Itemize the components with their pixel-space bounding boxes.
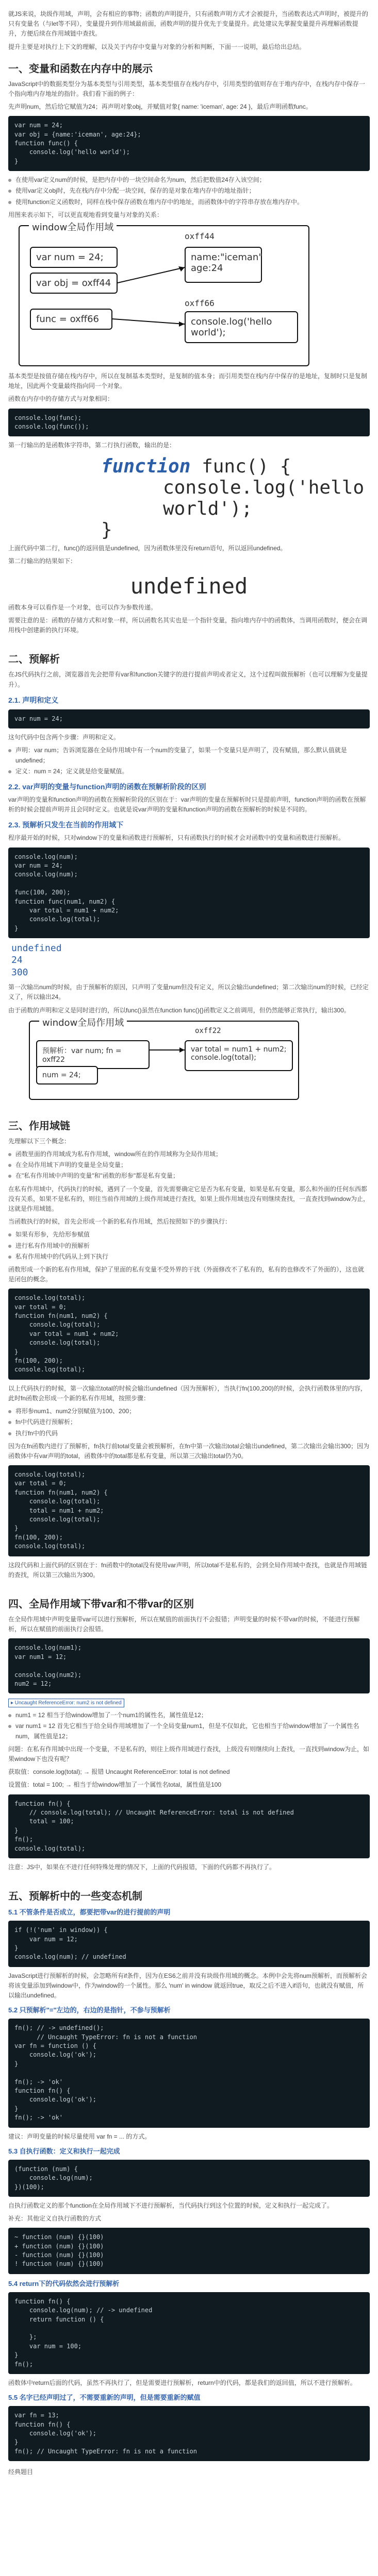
object-age: age:24 bbox=[191, 263, 223, 274]
intro-paragraph: 就JS来说，块级作用域，声明，会有相应的事物；函数的声明提升，只有函数声明方式才会被提升，当函数表达式声明时，被提升的只有变量名（与let等不同），变量提升到作用域最前面，函数声明的提升优先于变量提升。此处建议先掌握变量提升再理解函数提升，方便后续在作用域链中查找。 bbox=[8, 10, 369, 38]
paragraph: 函数在内存中的存储方式与对象相同： bbox=[8, 395, 114, 403]
code-block: var num = 24; bbox=[8, 709, 370, 728]
error-tag: ▸ Uncaught ReferenceError: num2 is not defined bbox=[8, 1699, 124, 1707]
subsection-title: 5.3 自执行函数：定义和执行一起完成 bbox=[8, 2147, 120, 2155]
bullet-list bbox=[8, 1149, 370, 1181]
bullet-icon bbox=[8, 1153, 11, 1156]
bullet-list bbox=[8, 745, 370, 776]
object-name: name:"iceman" bbox=[191, 252, 263, 263]
paragraph: 获取值：console.log(total); → 报错 Uncaught ReferenceError: total is not defined bbox=[8, 1768, 230, 1776]
function-body-box: console.log('hello world'); bbox=[185, 311, 298, 343]
separator bbox=[8, 1875, 370, 1879]
subsection-title: 2.3. 预解析只发生在当前的作用域下 bbox=[8, 821, 124, 829]
bullet-icon bbox=[8, 1410, 11, 1413]
paragraph: 在JS代码执行之前，浏览器首先会把带有var和function关键字的进行提前声明或者定义，这个过程叫做预解析（也可以理解为变量提升）。 bbox=[8, 671, 368, 688]
list-item: 使用var定义obj时，先在栈内存中分配一块空间，保存的是对象在堆内存中的地址指针； bbox=[8, 186, 370, 196]
paragraph: var声明的变量和function声明的函数在预解析阶段的区别在于：var声明的变量在预解析时只是提前声明，function声明的函数在预解析的时候会提前声明并且会同时定义。也就是说var声明的变量和function声明的函数在预解析的时候是不同的。 bbox=[8, 796, 366, 814]
paragraph: 上面代码中第二行，func()的返回值是undefined，因为函数体里没有return语句，所以返回undefined。 bbox=[8, 544, 287, 552]
code-block: var fn = 13; function fn() { console.log('ok'); } fn(); // Uncaught TypeError: fn is not a function bbox=[8, 2406, 370, 2461]
function-name: func() { bbox=[202, 455, 291, 477]
function-body-box: var total = num1 + num2; console.log(total); bbox=[185, 1040, 293, 1071]
paragraph: 补充：其他定义自执行函数的方式 bbox=[8, 2215, 102, 2223]
func-box: func = oxff66 bbox=[30, 309, 112, 330]
subsection-title: 5.4 return下的代码依然会进行预解析 bbox=[8, 2279, 120, 2287]
paragraph: 第二行输出的结果如下： bbox=[8, 557, 77, 565]
section-title: 五、预解析中的一些变态机制 bbox=[8, 1891, 142, 1903]
paragraph: JavaScript中的数据类型分为基本类型与引用类型，基本类型值存在栈内存中，引用类型的值则存在于堆内存中，在栈内存中保存一个指向堆内存地址的指针。我们看下面的例子： bbox=[8, 80, 366, 97]
paragraph: 设置值：total = 100; → 相当于给window增加了一个属性名total，属性值是100 bbox=[8, 1781, 222, 1789]
subsection-title: 2.2. var声明的变量与function声明的函数在预解析阶段的区别 bbox=[8, 783, 206, 791]
list-item: 执行fn中的代码 bbox=[8, 1429, 370, 1438]
bullet-icon bbox=[8, 1432, 11, 1435]
paragraph: JavaScript进行预解析的时候，会忽略所有if条件，因为在ES6之前并没有块级作用域的概念。本例中会先将num预解析，而预解析会将该变量添加到window中，作为window的一个属性。那么 'num' in window 就返回true，取反之后不进入if语句，也就没有赋值，所以输出undefined。 bbox=[8, 1972, 368, 1999]
numbered-list bbox=[8, 1230, 370, 1262]
output-line: 300 bbox=[11, 967, 28, 978]
diagram-title: window全局作用域 bbox=[29, 220, 117, 233]
code-block: if (!('num' in window)) { var num = 12; } console.log(num); // undefined bbox=[8, 1921, 370, 1967]
var-obj-box: var obj = oxff44 bbox=[30, 273, 118, 294]
section-title: 三、作用域链 bbox=[8, 1120, 70, 1132]
list-item: fn中代码进行预解析； bbox=[8, 1417, 370, 1427]
bullet-list bbox=[8, 1406, 370, 1438]
bullet-icon bbox=[8, 201, 11, 204]
console-output bbox=[11, 942, 370, 978]
bullet-icon bbox=[8, 1725, 11, 1728]
paragraph: 函数本身可以看作是一个对象，也可以作为参数传递。 bbox=[8, 603, 157, 611]
paragraph: 函数形成一个新的私有作用域，保护了里面的私有变量不受外界的干扰（外面修改不了私有的，私有的也修改不了外面的），这也就是闭包的概念。 bbox=[8, 1265, 365, 1283]
paragraph: 在私有作用域中，代码执行的时候，遇到了一个变量，首先需要确定它是否为私有变量，如果是私有变量，那么和外面的任何东西都没有关系，如果不是私有的，则往当前作用域的上级作用域进行查找，如果上级作用域也没有则继续查找，一直查找到window为止，这就是作用域链。 bbox=[8, 1185, 370, 1212]
paragraph: 由于函数的声明和定义是同时进行的，所以func()虽然在function func(){}函数定义之前调用，但仍然能够正常执行，输出300。 bbox=[8, 1006, 350, 1014]
function-signature bbox=[101, 456, 370, 477]
diagram-title: window全局作用域 bbox=[39, 1015, 127, 1029]
paragraph: 先理解以下三个概念： bbox=[8, 1137, 71, 1145]
list-item: 声明：var num；告诉浏览器在全局作用域中有一个num的变量了，如果一个变量只是声明了，没有赋值，那么默认值就是undefined； bbox=[8, 745, 370, 765]
code-block: console.log(num); var num = 24; console.log(num); func(100, 200); function func(num1, num2) { var total = num1 + num2; console.log(total); } bbox=[8, 848, 370, 939]
pointer-label: oxff66 bbox=[185, 298, 215, 309]
code-block: ~ function (num) {}(100) + function (num) {}(100) - function (num) {}(100) ! function (num) {}(100) bbox=[8, 2228, 370, 2274]
paragraph: 这段代码和上面代码的区别在于：fn函数中的total没有使用var声明，所以total不是私有的，会到全局作用域中查找，也就是作用域链的查找，所以第三次输出为300。 bbox=[8, 1561, 368, 1579]
bullet-list bbox=[8, 175, 370, 207]
bullet-icon bbox=[8, 190, 11, 193]
memory-diagram bbox=[19, 222, 309, 366]
list-item: 私有作用域中的代码从上到下执行 bbox=[8, 1252, 370, 1262]
pointer-label: oxff44 bbox=[185, 231, 215, 242]
paragraph: 问题：在私有作用域中出现一个变量，不是私有的，则往上级作用域进行查找，上级没有则继续向上查找，一直找到window为止，如果window下也没有呢？ bbox=[8, 1745, 370, 1763]
list-item: 使用function定义函数时，同样在栈中保存函数在堆内存中的地址，而函数体中的字符串存放在堆内存中。 bbox=[8, 197, 370, 207]
paragraph: 注意：JS中，如果在不进行任何特殊处理的情况下，上面的代码报错，下面的代码都不再执行了。 bbox=[8, 1863, 276, 1871]
undefined-output: undefined bbox=[130, 573, 248, 599]
paragraph: 以上代码执行的时候，第一次输出total的时候会输出undefined（因为预解析），当执行fn(100,200)的时候，会执行函数体里的内容，此时fn函数会形成一个新的私有作用域，按照步骤： bbox=[8, 1384, 367, 1402]
paragraph: 需要注意的是：函数的存储方式和对象一样，所以函数名其实也是一个指针变量，指向堆内存中的函数体，当调用函数时，便会在调用栈中创建新的执行环境。 bbox=[8, 617, 368, 634]
code-block: (function (num) { console.log(num); })(100); bbox=[8, 2160, 370, 2197]
bullet-icon bbox=[8, 1421, 11, 1424]
separator bbox=[8, 1583, 370, 1587]
paragraph: 这句代码中包含两个步骤：声明和定义。 bbox=[8, 734, 120, 741]
subsection-title: 2.1. 声明和定义 bbox=[8, 696, 59, 704]
console-error bbox=[8, 1698, 370, 1707]
paragraph: 用图来表示如下，可以更直观地看到变量与对象的关系： bbox=[8, 211, 163, 218]
output-line: 24 bbox=[11, 955, 23, 966]
bullet-icon bbox=[8, 749, 11, 752]
function-end: } bbox=[101, 519, 112, 540]
code-block: console.log(total); var total = 0; function fn(num1, num2) { console.log(total); var total = num1 + num2; console.log(total); } fn(100, 200); console.log(total); bbox=[8, 1289, 370, 1380]
scope-diagram bbox=[29, 1017, 299, 1100]
pointer-label: oxff22 bbox=[195, 1026, 221, 1035]
paragraph: 第一次输出num的时候，由于预解析的原因，只声明了变量num但没有定义，所以会输出undefined；第二次输出num的时候，已经定义了，所以输出24。 bbox=[8, 984, 369, 1001]
list-item: 进行私有作用域中的预解析 bbox=[8, 1241, 370, 1251]
function-body: console.log('hello world'); bbox=[163, 477, 365, 519]
code-block: console.log(num1); var num1 = 12; console.log(num2); num2 = 12; bbox=[8, 1638, 370, 1693]
list-item: 在"私有作用域中声明的变量"和"函数的形参"都是私有变量； bbox=[8, 1171, 370, 1181]
code-block: function fn() { console.log(num); // -> undefined return function () { }; var num = 100; } fn(); bbox=[8, 2292, 370, 2374]
bullet-icon bbox=[8, 770, 11, 773]
bullet-icon bbox=[8, 1164, 11, 1167]
bullet-icon bbox=[8, 1175, 11, 1178]
bullet-icon bbox=[8, 1256, 11, 1259]
separator bbox=[8, 638, 370, 642]
list-item: 定义：num = 24；定义就是给变量赋值。 bbox=[8, 767, 370, 776]
bullet-icon bbox=[8, 1714, 11, 1717]
object-box bbox=[185, 247, 262, 283]
bullet-icon bbox=[8, 1233, 11, 1236]
paragraph: 第一行输出的是函数体字符串，第二行执行函数，输出的是： bbox=[8, 442, 176, 449]
list-item: 在使用var定义num的时候，是把内存中的一块空间命名为num，然后把数值24存入该空间； bbox=[8, 175, 370, 185]
function-keyword: function bbox=[101, 455, 191, 477]
list-item: 如果有形参，先给形参赋值 bbox=[8, 1230, 370, 1240]
section-title: 二、预解析 bbox=[8, 654, 60, 666]
num-assign-box: num = 24; bbox=[36, 1066, 98, 1084]
section-title: 四、全局作用域下带var和不带var的区别 bbox=[8, 1598, 194, 1610]
subsection-title: 5.1 不管条件是否成立，都要把带var的进行提前的声明 bbox=[8, 1908, 171, 1917]
bullet-list bbox=[8, 1710, 370, 1741]
output-line: undefined bbox=[11, 943, 62, 954]
code-block: function fn() { // console.log(total); // Uncaught ReferenceError: total is not defined total = 100; } fn(); console.log(total); bbox=[8, 1794, 370, 1858]
function-display bbox=[101, 456, 370, 540]
list-item: 将形参num1、num2分别赋值为100、200； bbox=[8, 1406, 370, 1416]
code-block: var num = 24; var obj = {name:'iceman', age:24}; function func() { console.log('hello world'); } bbox=[8, 116, 370, 171]
footer-label: 经典题目 bbox=[8, 2468, 34, 2476]
bullet-icon bbox=[8, 1245, 11, 1248]
separator bbox=[8, 1105, 370, 1109]
intro-paragraph: 提升主要是对执行上下文的理解，以及关于内存中变量与对象的分析和判断，下面一一说明，最后给出总结。 bbox=[8, 43, 306, 50]
paragraph: 当函数执行的时候，首先会形成一个新的私有作用域，然后按照如下的步骤执行： bbox=[8, 1218, 232, 1226]
subsection-title: 5.2 只预解析"="左边的，右边的是指针，不参与预解析 bbox=[8, 2006, 171, 2014]
paragraph: 函数体中return后面的代码，虽然不再执行了，但是需要进行预解析，return中的代码，都是我们的返回值，所以不进行预解析。 bbox=[8, 2379, 356, 2386]
var-num-box: var num = 24; bbox=[30, 247, 118, 268]
code-block: console.log(total); var total = 0; function fn(num1, num2) { console.log(total); total = num1 + num2; console.log(total); } fn(100, 200); console.log(total); bbox=[8, 1465, 370, 1556]
paragraph: 建议：声明变量的时候尽量使用 var fn = ... 的方式。 bbox=[8, 2132, 151, 2140]
bullet-icon bbox=[8, 179, 11, 182]
list-item: 函数里面的作用域成为私有作用域，window所在的作用域称为全局作用域； bbox=[8, 1149, 370, 1159]
code-block: console.log(func); console.log(func()); bbox=[8, 409, 370, 437]
paragraph: 在全局作用域中声明变量带var可以进行预解析，所以在赋值的前面执行不会报错；声明变量的时候不带var的时候，不能进行预解析，所以在赋值的前面执行会报错。 bbox=[8, 1615, 360, 1633]
paragraph: 因为在fn函数内进行了预解析，fn执行前total变量会被预解析，在fn中第一次输出total会输出undefined，第二次输出会输出300；因为函数体中有var声明的total，函数体中的total都是私有变量，所以第三次输出total仍为0。 bbox=[8, 1442, 370, 1460]
paragraph: 程序最开始的时候，只对window下的变量和函数进行预解析，只有函数执行的时候才会对函数中的变量和函数进行预解析。 bbox=[8, 834, 345, 842]
list-item: var num1 = 12 首先它相当于给全局作用域增加了一个全局变量num1，但是不仅如此，它也相当于给window增加了一个属性名num，属性值是12； bbox=[8, 1721, 370, 1741]
list-item: 在全局作用域下声明的变量是全局变量； bbox=[8, 1160, 370, 1170]
paragraph: 基本类型是按值存储在栈内存中，所以在复制基本类型时，是复制的值本身；而引用类型在栈内存中保存的是地址，复制时只是复制地址，因此两个变量最终指向同一个对象。 bbox=[8, 372, 368, 390]
paragraph: 自执行函数定义的那个function在全局作用域下不进行预解析，当代码执行到这个位置的时候，定义和执行一起完成了。 bbox=[8, 2201, 334, 2209]
code-block: fn(); // -> undefined(); // Uncaught TypeError: fn is not a function var fn = function () { console.log('ok'); } fn(); -> 'ok' function fn() { console.log('ok'); } fn(); -> 'ok' bbox=[8, 2019, 370, 2127]
subsection-title: 5.5 名字已经声明过了，不需要重新的声明，但是需要重新的赋值 bbox=[8, 2394, 201, 2402]
paragraph: 先声明num，然后给它赋值为24；再声明对象obj，并赋值对象{ name: 'iceman', age: 24 }，最后声明函数func。 bbox=[8, 103, 312, 111]
preparse-box: 预解析：var num; fn = oxff22 bbox=[36, 1040, 150, 1069]
list-item: num1 = 12 相当于给window增加了一个num1的属性名，属性值是12； bbox=[8, 1710, 370, 1720]
section-title: 一、变量和函数在内存中的展示 bbox=[8, 63, 153, 75]
